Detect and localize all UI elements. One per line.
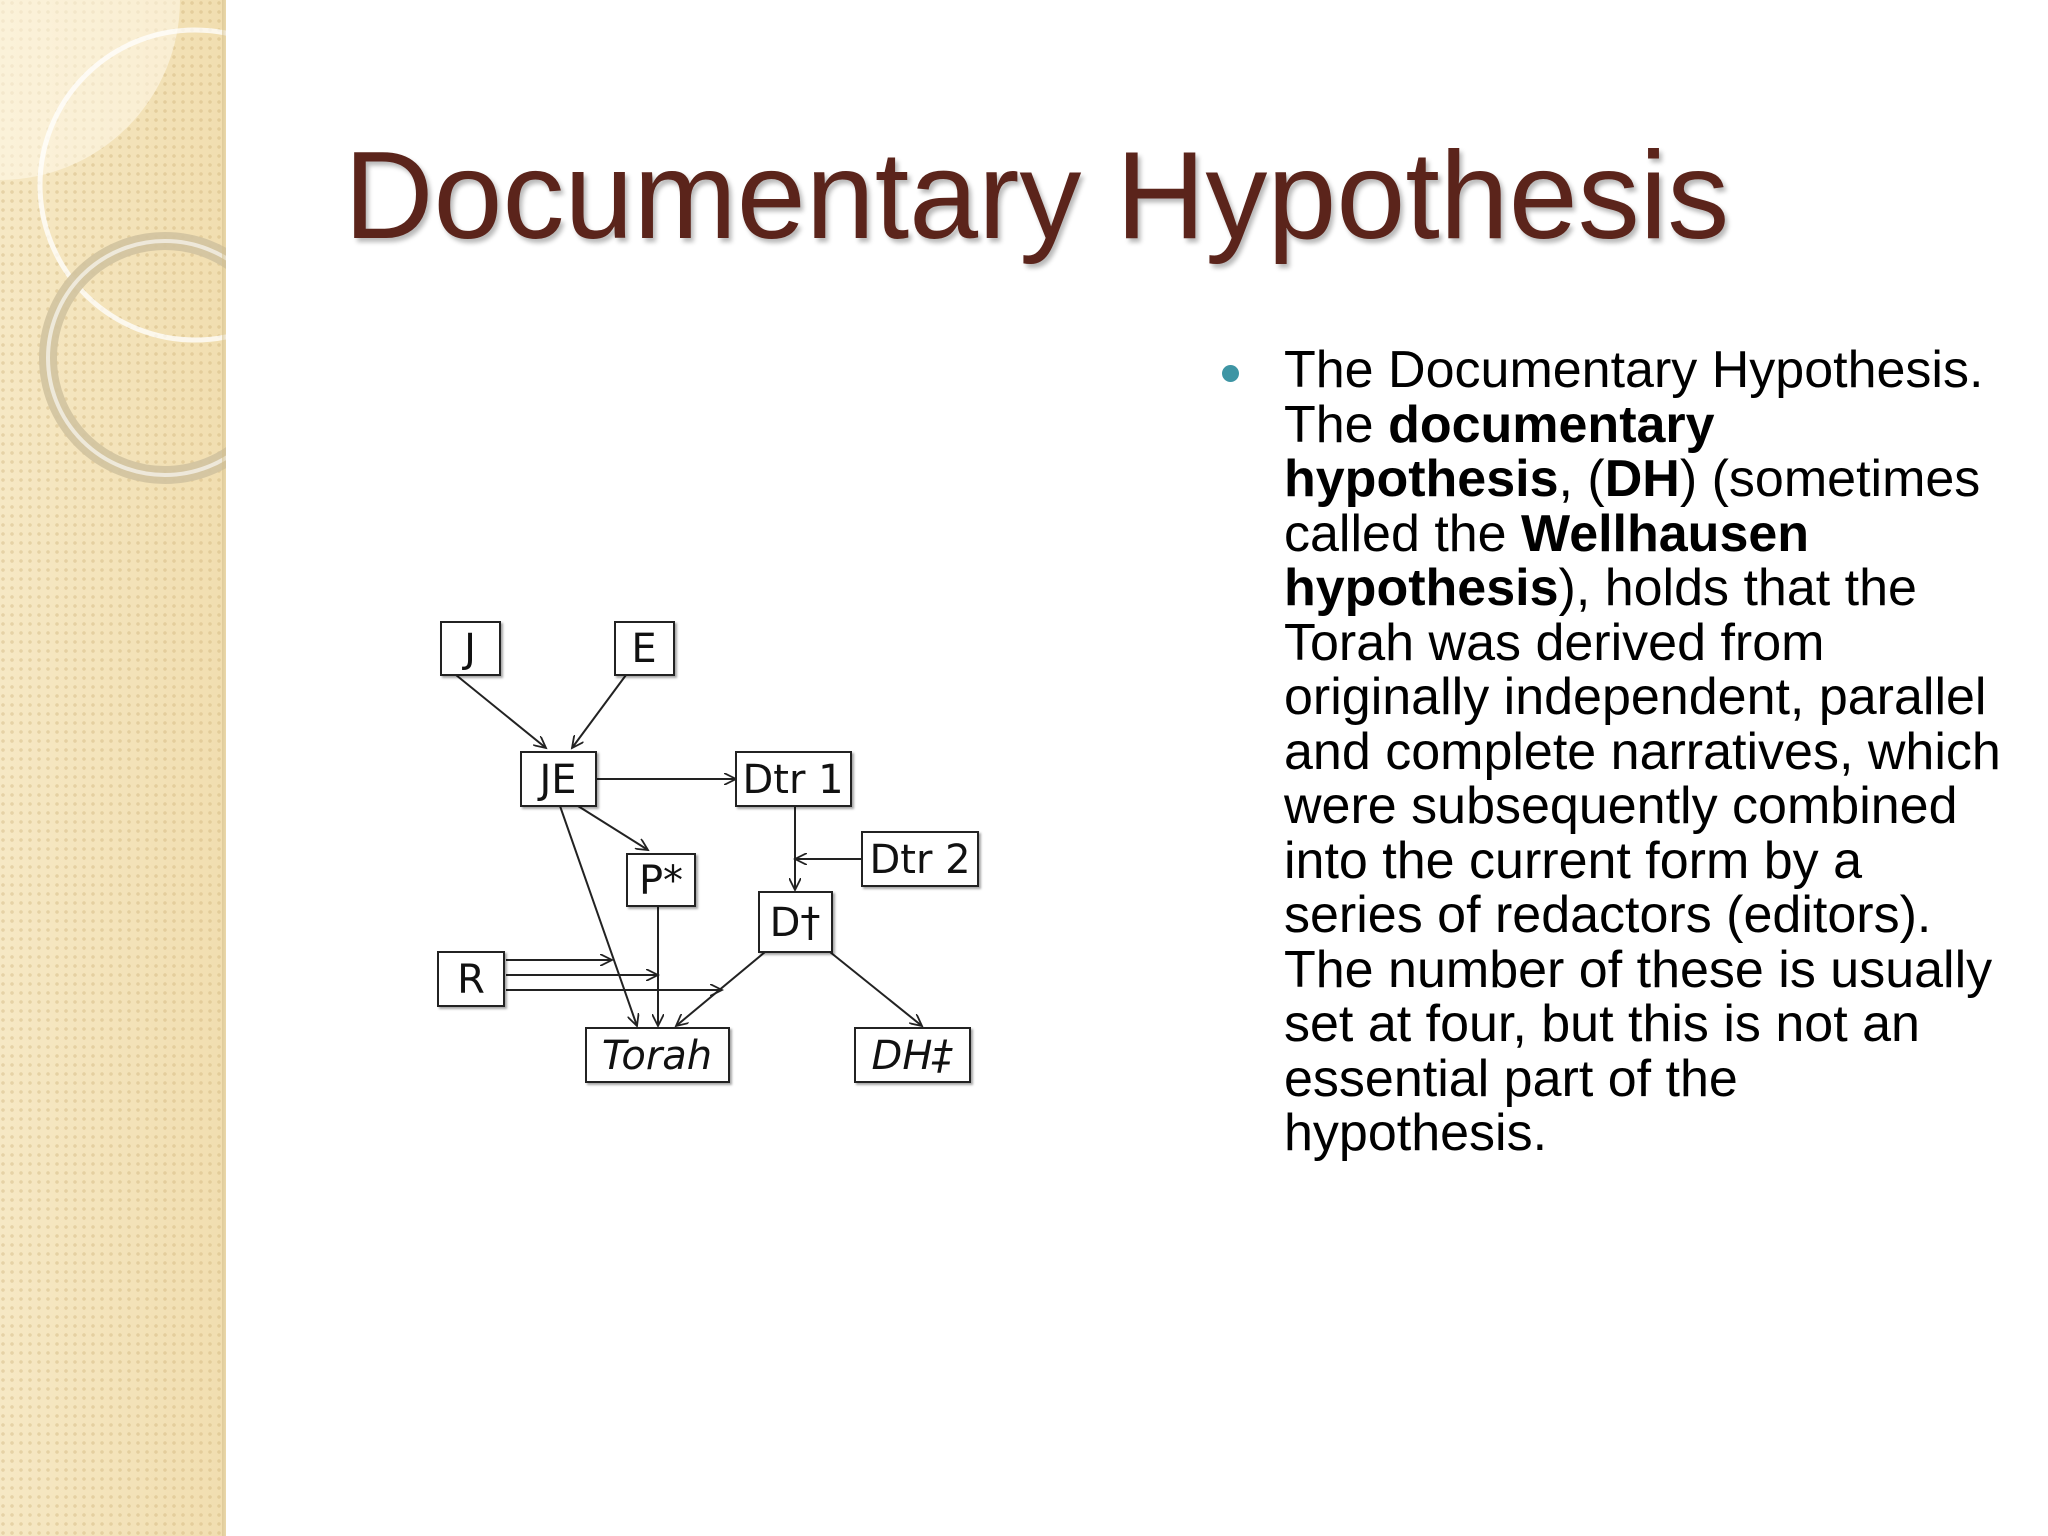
slide-title: Documentary Hypothesis <box>344 127 1730 265</box>
bullet-text-part-2: , ( <box>1558 450 1605 508</box>
bold-term-dh: DH <box>1604 450 1680 508</box>
edge-je-torah <box>560 806 637 1026</box>
node-dh-label: DH‡ <box>871 1033 953 1079</box>
node-p-label: P* <box>638 858 684 904</box>
edge-je-p <box>578 806 648 850</box>
node-dtr1-label: Dtr 1 <box>742 757 844 803</box>
bold-term-wellhausen-hypothesis: Wellhausen hypothesis <box>1284 504 1810 617</box>
node-d <box>759 892 832 952</box>
node-dtr2 <box>862 832 978 886</box>
bold-term-documentary-hypothesis: documentary hypothesis <box>1284 395 1715 508</box>
node-j-label: J <box>464 626 476 672</box>
node-r <box>438 952 504 1006</box>
bullet-dot-icon <box>1222 365 1239 382</box>
diagram-edges <box>456 675 922 1026</box>
bullet-text-part-3: ) (sometimes called the <box>1284 450 1981 563</box>
node-dtr1 <box>736 752 851 806</box>
bullet-text-part-1: The Documentary Hypothesis. The <box>1284 341 1984 454</box>
decorative-sidebar <box>0 0 226 1536</box>
node-e <box>615 622 674 675</box>
documentary-hypothesis-diagram <box>420 600 1010 1100</box>
node-dh <box>855 1028 970 1082</box>
bullet-list <box>1222 343 2002 1161</box>
node-torah-label: Torah <box>601 1033 713 1079</box>
sidebar-edge <box>222 0 226 1536</box>
bullet-text <box>1222 343 2002 1161</box>
node-e-label: E <box>631 626 657 672</box>
node-je <box>521 752 596 806</box>
bullet-text-part-4: ), holds that the Torah was derived from originally independent, parallel and complete narratives, which were subsequently combined into the current form by a series of redactors (editors). The number of these is usually set at four, but this is not an essential part of the hypothesis. <box>1284 559 2001 1162</box>
node-torah <box>586 1028 729 1082</box>
node-r-label: R <box>457 957 485 1003</box>
edge-e-je <box>572 675 626 748</box>
edge-d-dh <box>830 952 922 1026</box>
edge-j-je <box>456 675 546 748</box>
node-p <box>627 854 695 906</box>
node-j <box>441 622 500 675</box>
node-dtr2-label: Dtr 2 <box>869 837 971 883</box>
node-d-label: D† <box>769 900 821 946</box>
decorative-circles <box>0 0 226 1536</box>
node-je-label: JE <box>539 757 577 803</box>
